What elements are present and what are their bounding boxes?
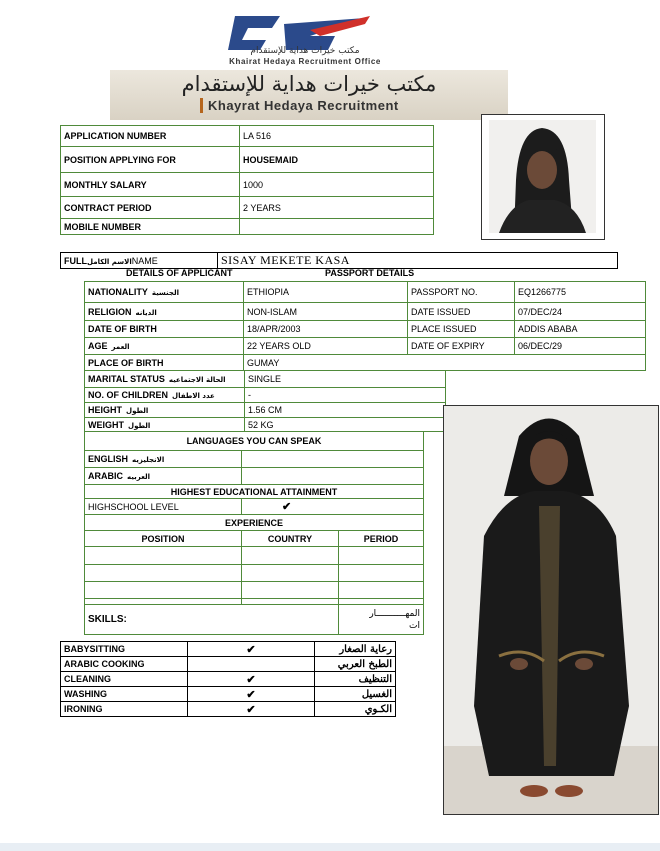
birthplace-value: GUMAY	[244, 355, 646, 371]
religion-label	[85, 303, 244, 321]
expiry-label: DATE OF EXPIRY	[408, 338, 515, 355]
skills-arabic-line1: المهـــــــــــار	[369, 608, 420, 619]
height-label-text: HEIGHT	[88, 405, 123, 415]
languages-header: LANGUAGES YOU CAN SPEAK	[85, 432, 424, 451]
skill-check-icon: ✔	[188, 687, 315, 702]
experience-cell	[339, 547, 424, 565]
weight-label	[85, 418, 245, 432]
age-value: 22 YEARS OLD	[244, 338, 408, 355]
religion-label-text: RELIGION	[88, 306, 132, 317]
arabic-label-arabic: العربيه	[127, 473, 151, 481]
skill-label: BABYSITTING	[61, 642, 188, 657]
arabic-value	[242, 468, 424, 485]
nationality-label-text: NATIONALITY	[88, 287, 148, 297]
table-row	[85, 515, 424, 531]
table-row	[85, 582, 424, 599]
table-row	[85, 432, 424, 451]
banner-arabic-title: مكتب خيرات هداية للإستقدام	[181, 72, 437, 96]
age-label-arabic: العمر	[111, 343, 130, 351]
experience-cell	[85, 565, 242, 582]
table-row	[61, 126, 434, 147]
religion-value: NON-ISLAM	[244, 303, 408, 321]
contract-label: CONTRACT PERIOD	[61, 197, 240, 219]
salary-label: MONTHLY SALARY	[61, 173, 240, 197]
table-row	[61, 702, 396, 717]
table-row	[61, 197, 434, 219]
skills-label: SKILLS:	[85, 605, 339, 635]
birthplace-label: PLACE OF BIRTH	[85, 355, 244, 371]
education-header: HIGHEST EDUCATIONAL ATTAINMENT	[85, 485, 424, 499]
skills-arabic-line2: ات	[409, 620, 420, 631]
position-label: POSITION APPLYING FOR	[61, 147, 240, 173]
position-value: HOUSEMAID	[240, 147, 434, 173]
education-label: HIGHSCHOOL LEVEL	[85, 499, 242, 515]
height-label	[85, 403, 245, 418]
table-row	[61, 147, 434, 173]
details-lower-table	[84, 370, 446, 432]
skill-arabic: الطبخ العربي	[315, 657, 396, 672]
experience-cell	[242, 582, 339, 599]
expiry-value: 06/DEC/29	[515, 338, 646, 355]
nationality-value: ETHIOPIA	[244, 282, 408, 303]
salary-value: 1000	[240, 173, 434, 197]
skill-check-icon: ✔	[188, 672, 315, 687]
height-value: 1.56 CM	[245, 403, 446, 418]
full-name-label-post: NAME	[131, 255, 158, 266]
experience-cell	[85, 547, 242, 565]
weight-label-text: WEIGHT	[88, 419, 124, 430]
application-table	[60, 125, 434, 235]
english-label	[85, 451, 242, 468]
table-row	[85, 321, 646, 338]
table-row	[85, 565, 424, 582]
age-label-text: AGE	[88, 341, 108, 351]
skill-arabic: رعاية الصغار	[315, 642, 396, 657]
table-row	[61, 173, 434, 197]
children-label-text: NO. OF CHILDREN	[88, 390, 168, 400]
passport-header: PASSPORT DETAILS	[325, 268, 415, 278]
full-body-figure	[444, 406, 658, 814]
skill-label: CLEANING	[61, 672, 188, 687]
banner-english-title: Khayrat Hedaya Recruitment	[200, 98, 500, 113]
contract-value: 2 YEARS	[240, 197, 434, 219]
experience-col-country: COUNTRY	[242, 531, 339, 547]
arabic-label-text: ARABIC	[88, 471, 123, 481]
skill-arabic: التنظيف	[315, 672, 396, 687]
passport-number-label: PASSPORT NO.	[408, 282, 515, 303]
full-name-label	[61, 253, 218, 269]
table-row	[85, 499, 424, 515]
experience-cell	[85, 582, 242, 599]
table-row	[85, 403, 446, 418]
skill-label: IRONING	[61, 702, 188, 717]
table-row	[61, 672, 396, 687]
languages-table	[84, 431, 424, 635]
table-row	[85, 282, 646, 303]
marital-label-arabic: الحالة الاجتماعيه	[168, 376, 226, 384]
table-row	[85, 531, 424, 547]
skill-check-icon: ✔	[188, 642, 315, 657]
experience-cell	[339, 582, 424, 599]
skill-arabic: الغسيل	[315, 687, 396, 702]
children-value: -	[245, 388, 446, 403]
skill-label: ARABIC COOKING	[61, 657, 188, 672]
applicant-photo-full	[443, 405, 659, 815]
passport-number-value: EQ1266775	[515, 282, 646, 303]
table-row	[85, 468, 424, 485]
marital-value: SINGLE	[245, 371, 446, 388]
table-row	[85, 303, 646, 321]
details-table	[84, 281, 646, 371]
skills-table	[60, 641, 396, 717]
age-label	[85, 338, 244, 355]
portrait-figure	[489, 120, 596, 233]
dob-label: DATE OF BIRTH	[85, 321, 244, 338]
table-row	[85, 605, 424, 635]
weight-label-arabic: الطول	[128, 421, 151, 430]
table-row	[85, 485, 424, 499]
table-row	[61, 687, 396, 702]
date-issued-value: 07/DEC/24	[515, 303, 646, 321]
children-label	[85, 388, 245, 403]
arabic-label	[85, 468, 242, 485]
english-label-text: ENGLISH	[88, 454, 129, 464]
dob-value: 18/APR/2003	[244, 321, 408, 338]
experience-cell	[339, 565, 424, 582]
table-row	[85, 338, 646, 355]
mobile-label: MOBILE NUMBER	[61, 219, 240, 235]
experience-cell	[242, 565, 339, 582]
experience-cell	[242, 547, 339, 565]
nationality-label-arabic: الجنسية	[151, 289, 179, 297]
marital-label	[85, 371, 245, 388]
full-name-table	[60, 252, 618, 269]
english-value	[242, 451, 424, 468]
skills-label-arabic	[339, 605, 424, 635]
full-name-label-pre: FULL	[64, 255, 87, 266]
table-row	[85, 418, 446, 432]
table-row	[85, 547, 424, 565]
skill-check-icon	[188, 657, 315, 672]
nationality-label	[85, 282, 244, 303]
applicant-photo-small	[481, 114, 605, 240]
application-number-label: APPLICATION NUMBER	[61, 126, 240, 147]
children-label-arabic: عدد الاطفال	[172, 392, 215, 400]
application-number-value: LA 516	[240, 126, 434, 147]
experience-col-position: POSITION	[85, 531, 242, 547]
details-header: DETAILS OF APPLICANT	[126, 268, 233, 278]
table-row	[85, 388, 446, 403]
skill-label: WASHING	[61, 687, 188, 702]
skill-arabic: الكـوي	[315, 702, 396, 717]
place-issued-value: ADDIS ABABA	[515, 321, 646, 338]
education-check-icon: ✔	[242, 499, 424, 515]
table-row	[85, 355, 646, 371]
table-row	[61, 253, 618, 269]
experience-header: EXPERIENCE	[85, 515, 424, 531]
english-label-arabic: الانجليزيه	[132, 456, 165, 464]
date-issued-label: DATE ISSUED	[408, 303, 515, 321]
table-row	[85, 371, 446, 388]
religion-label-arabic: الديانه	[135, 308, 157, 317]
marital-label-text: MARITAL STATUS	[88, 374, 165, 384]
table-row	[61, 657, 396, 672]
table-row	[85, 451, 424, 468]
table-row	[61, 642, 396, 657]
logo-arabic-text: مكتب خيرات هداية للإستقدام	[250, 46, 360, 56]
mobile-value	[240, 219, 434, 235]
logo-english-text: Khairat Hedaya Recruitment Office	[229, 57, 381, 66]
skill-check-icon: ✔	[188, 702, 315, 717]
place-issued-label: PLACE ISSUED	[408, 321, 515, 338]
weight-value: 52 KG	[245, 418, 446, 432]
table-row	[61, 219, 434, 235]
height-label-arabic: الطول	[126, 407, 149, 415]
page-bottom-strip	[0, 843, 660, 851]
full-name-label-arabic: الاسم الكامل	[87, 257, 132, 266]
experience-col-period: PERIOD	[339, 531, 424, 547]
full-name-value: SISAY MEKETE KASA	[218, 253, 618, 269]
